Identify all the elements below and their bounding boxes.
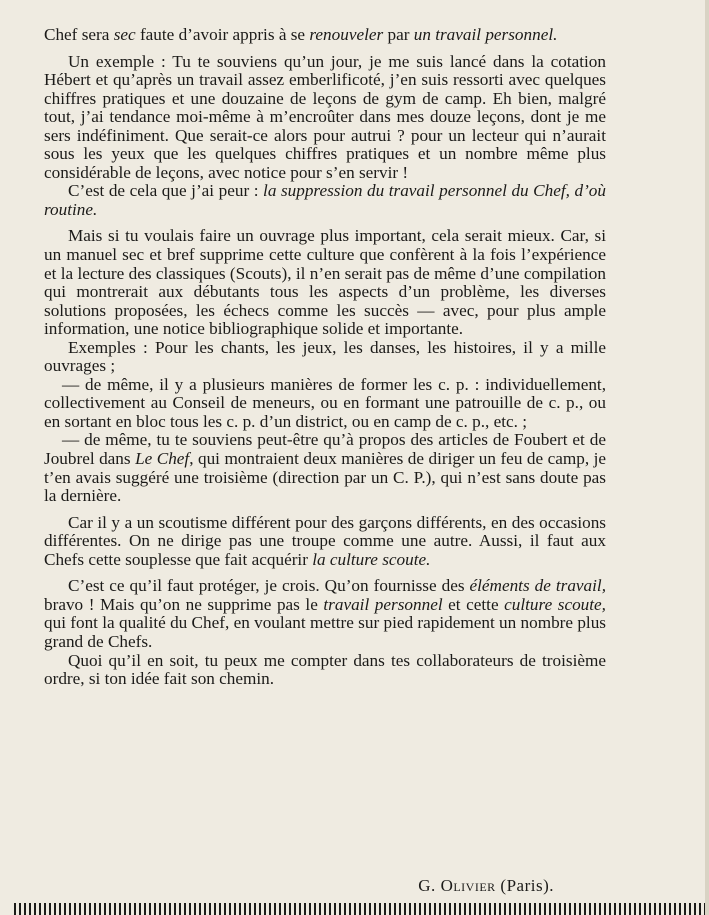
text-run: Un exemple : Tu te souviens qu’un jour, je me suis lancé dans la cotation Hébert et qu’après un travail assez emberlificoté, j’en suis ressorti avec quelques chiffres pratiques et une douzaine de leçons de gym de camp. Eh bien, malgré tout, j’ai tendance moi-même à m’encroûter dans mes douze leçons, dont je me sers indéfiniment. Que serait-ce alors pour autrui ? pour un lecteur qui n’aurait sous les yeux que les quelques chiffres pratiques et un nombre même plus considérable de leçons, avec notice pour s’en servir ! xyxy=(44,51,606,182)
paragraph xyxy=(44,227,606,338)
italic-run: sec xyxy=(113,25,136,44)
text-run: — de même, il y a plusieurs manières de former les c. p. : individuellement, collectivement au Conseil de meneurs, ou en formant une patrouille de c. p., ou en sortant en bloc tous les c. p. d’un district, ou en camp de c. p., etc. ; xyxy=(44,374,606,431)
paragraph xyxy=(44,514,606,570)
italic-run: culture scoute, xyxy=(504,594,606,614)
text-run: qui font la qualité du Chef, en voulant mettre sur pied rapidement un nombre plus grand de Chefs. xyxy=(44,613,606,651)
author-signature xyxy=(418,876,554,896)
body-text xyxy=(44,26,606,689)
italic-run: éléments de travail, xyxy=(469,576,606,596)
signature-name: Olivier xyxy=(440,876,496,895)
italic-run: la suppression du travail personnel du Chef, d’où routine. xyxy=(44,181,606,219)
text-run: Chef sera xyxy=(44,25,114,44)
paragraph xyxy=(44,182,606,219)
signature-initial: G. xyxy=(418,876,436,895)
text-run: C’est de cela que j’ai peur : xyxy=(68,181,264,201)
text-run: C’est ce qu’il faut protéger, je crois. Qu’on fournisse des xyxy=(68,576,470,596)
page-edge xyxy=(705,0,709,915)
text-run: Car il y a un scoutisme différent pour des garçons différents, en des occasions différentes. On ne dirige pas une troupe comme une autre. Aussi, il faut aux Chefs cette souplesse que fait acquérir xyxy=(44,512,606,569)
text-run: Quoi qu’il en soit, tu peux me compter dans tes collaborateurs de troisième ordre, si ton idée fait son chemin. xyxy=(44,650,606,689)
text-run: Exemples : Pour les chants, les jeux, les danses, les histoires, il y a mille ouvrages ; xyxy=(44,337,606,376)
text-run: , qui montraient deux manières de diriger un feu de camp, je t’en avais suggéré une troisième (direction par un C. P.), qui n’est sans doute pas la dernière. xyxy=(44,449,606,506)
signature-place: (Paris). xyxy=(500,876,554,895)
paragraph xyxy=(44,339,606,376)
paragraph xyxy=(44,53,606,183)
text-run: Mais si tu voulais faire un ouvrage plus important, cela serait mieux. Car, si un manuel sec et bref supprime cette culture que confèrent à la fois l’expérience et la lecture des classiques (Scouts), il n’en serait pas de même d’une compilation qui montrerait aux débutants tous les aspects d’un problème, les diverses solutions proposées, les échecs comme les succès — avec, pour plus ample information, une notice bibliographique solide et importante. xyxy=(44,226,606,339)
text-run: faute d’avoir appris à se xyxy=(135,25,310,44)
paragraph xyxy=(44,431,606,505)
paragraph xyxy=(44,577,606,651)
paragraph xyxy=(44,376,606,432)
italic-run: Le Chef xyxy=(135,449,190,469)
italic-run: la culture scoute. xyxy=(312,549,431,569)
text-run: — de même, tu te souviens peut-être qu’à propos des articles de Foubert et de Joubrel dans xyxy=(44,430,606,469)
bottom-ornament-rule xyxy=(14,903,709,915)
italic-run: un travail personnel. xyxy=(413,25,558,44)
text-run: bravo ! Mais qu’on ne supprime pas le xyxy=(44,594,324,614)
text-run: par xyxy=(383,25,414,44)
paragraph xyxy=(44,652,606,689)
italic-run: renouveler xyxy=(309,25,384,44)
text-run: et cette xyxy=(442,594,505,614)
italic-run: travail personnel xyxy=(323,594,443,614)
paragraph xyxy=(44,26,606,45)
